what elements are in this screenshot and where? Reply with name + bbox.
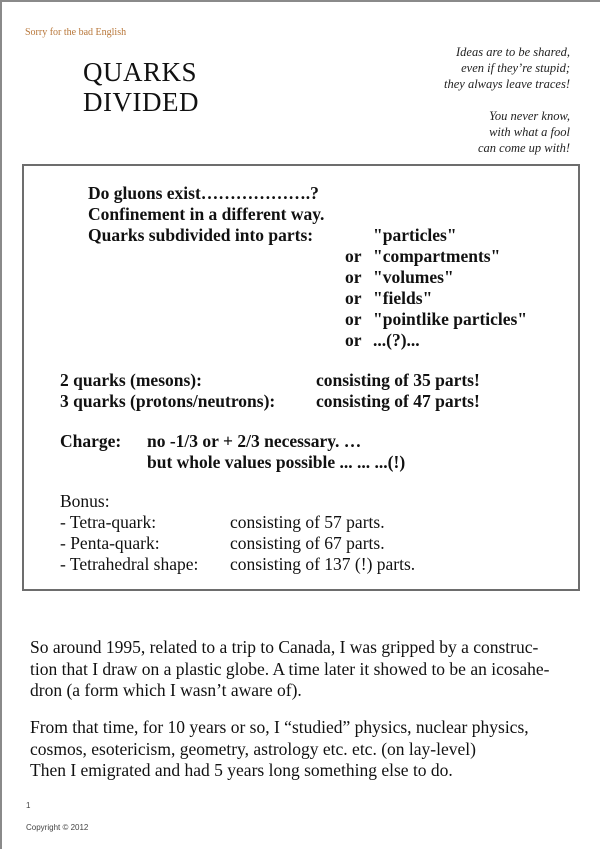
- quote-line: they always leave traces!: [444, 77, 570, 91]
- option-item: "compartments": [373, 246, 501, 266]
- option-item: "particles": [373, 225, 457, 245]
- paragraph-line: From that time, for 10 years or so, I “studied” physics, nuclear physics,: [30, 717, 529, 737]
- charge-line: no -1/3 or + 2/3 necessary. …: [147, 431, 362, 451]
- quote-line: even if they’re stupid;: [461, 61, 570, 75]
- bonus-label: - Penta-quark:: [60, 533, 160, 553]
- bonus-value: consisting of 67 parts.: [230, 533, 385, 553]
- option-prefix: or: [345, 330, 362, 350]
- page-edge-left: [0, 0, 2, 849]
- quark-count-label: 2 quarks (mesons):: [60, 370, 202, 390]
- summary-box: [22, 164, 580, 591]
- page-edge-top: [0, 0, 600, 2]
- paragraph-2: [30, 717, 590, 782]
- quote: [350, 44, 570, 156]
- bonus-value: consisting of 137 (!) parts.: [230, 554, 416, 574]
- paragraph-line: cosmos, esotericism, geometry, astrology etc. etc. (on lay-level): [30, 738, 476, 759]
- option-prefix: or: [345, 309, 362, 329]
- quote-line: can come up with!: [478, 141, 570, 155]
- quote-line: with what a fool: [489, 125, 570, 139]
- charge-line: but whole values possible ... ... ...(!): [147, 452, 406, 472]
- quote-gap: [350, 92, 570, 108]
- option-prefix: or: [345, 267, 362, 287]
- bonus-label: - Tetrahedral shape:: [60, 554, 199, 574]
- option-item: "pointlike particles": [373, 309, 528, 329]
- option-item: ...(?)...: [373, 330, 420, 350]
- question-subdivided: Quarks subdivided into parts:: [88, 225, 314, 245]
- paragraph-line: So around 1995, related to a trip to Canada, I was gripped by a construc-: [30, 637, 539, 657]
- apology-note: Sorry for the bad English: [25, 27, 127, 38]
- title-line-2: DIVIDED: [83, 87, 199, 117]
- page-number: 1: [26, 801, 31, 810]
- paragraph-line: dron (a form which I wasn’t aware of).: [30, 680, 302, 700]
- charge-label: Charge:: [60, 431, 122, 451]
- bonus-label: - Tetra-quark:: [60, 512, 157, 532]
- bonus-value: consisting of 57 parts.: [230, 512, 385, 532]
- title-line-1: QUARKS: [83, 57, 198, 87]
- option-prefix: or: [345, 246, 362, 266]
- quark-count-value: consisting of 47 parts!: [316, 391, 480, 411]
- question-gluons: Do gluons exist……………….?: [88, 183, 319, 203]
- paragraph-1: [30, 637, 590, 702]
- option-item: "volumes": [373, 267, 454, 287]
- paragraph-line: Then I emigrated and had 5 years long something else to do.: [30, 760, 453, 780]
- bonus-heading: Bonus:: [60, 491, 110, 511]
- quote-line: You never know,: [489, 109, 570, 123]
- page-title: [83, 57, 199, 117]
- paragraph-line: tion that I draw on a plastic globe. A time later it showed to be an icosahe-: [30, 658, 550, 679]
- question-confinement: Confinement in a different way.: [88, 204, 325, 224]
- quark-count-label: 3 quarks (protons/neutrons):: [60, 391, 276, 411]
- option-item: "fields": [373, 288, 433, 308]
- quark-count-value: consisting of 35 parts!: [316, 370, 480, 390]
- option-prefix: or: [345, 288, 362, 308]
- copyright: Copyright © 2012: [26, 823, 89, 832]
- quote-line: Ideas are to be shared,: [456, 45, 570, 59]
